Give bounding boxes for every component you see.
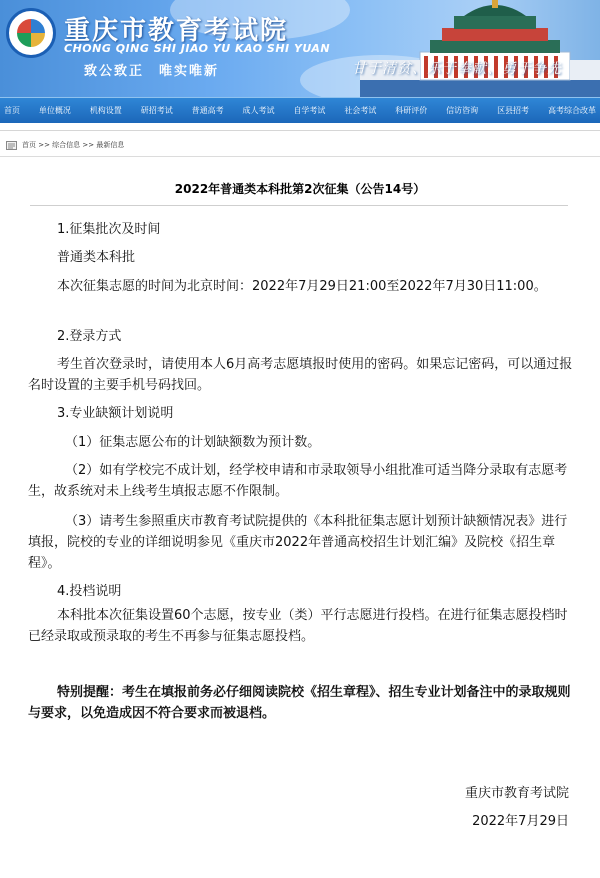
slogan-text: 甘于清贫、乐于奉献、勇于争先 [352,61,562,77]
title-divider [30,205,568,206]
nav-item-adult-exam[interactable]: 成人考试 [242,106,275,115]
special-notice: 特别提醒：考生在填报前务必仔细阅读院校《招生章程》、招生专业计划备注中的录取规则与要求，以免造成因不符合要求而被退档。 [28,685,571,721]
main-nav [0,97,600,123]
site-title[interactable]: 重庆市教育考试院 [64,16,289,46]
logo-emblem-icon [15,17,47,49]
breadcrumb-divider [0,156,600,157]
nav-item-graduate-exam[interactable]: 研招考试 [140,106,173,115]
publish-date: 2022年7月29日 [472,814,569,829]
page-list-icon [6,141,17,150]
breadcrumb [6,140,124,150]
section-3-item-3: （3）请考生参照重庆市教育考试院提供的《本科批征集志愿计划预计缺额情况表》进行填报，院校的专业的详细说明参见《重庆市2022年普通高校招生计划汇编》及院校《招生章程》。 [28,514,568,571]
nav-item-social-exam[interactable]: 社会考试 [344,106,377,115]
article-title: 2022年普通类本科批第2次征集（公告14号） [174,182,426,196]
nav-item-self-study-exam[interactable]: 自学考试 [293,106,326,115]
section-2-text: 考生首次登录时，请使用本人6月高考志愿填报时使用的密码。如果忘记密码，可以通过报名时设置的主要手机号码找回。 [28,357,573,393]
nav-item-about[interactable]: 单位概况 [38,106,71,115]
nav-item-district[interactable]: 区县招考 [497,106,530,115]
section-1-batch: 普通类本科批 [57,250,136,265]
breadcrumb-text[interactable]: 首页 >> 综合信息 >> 最新信息 [22,141,125,149]
section-3-heading: 3.专业缺额计划说明 [57,406,174,421]
nav-item-research[interactable]: 科研评价 [395,106,428,115]
nav-item-gaokao[interactable]: 普通高考 [191,106,224,115]
site-logo[interactable] [6,8,56,58]
content-panel [0,130,600,878]
section-3-item-2: （2）如有学校完不成计划，经学校申请和市录取领导小组批准可适当降分录取有志愿考生，故系统对未上线考生填报志愿不作限制。 [28,463,568,499]
section-3-item-1: （1）征集志愿公布的计划缺额数为预计数。 [65,435,321,450]
nav-item-organization[interactable]: 机构设置 [89,106,122,115]
section-2-heading: 2.登录方式 [57,329,122,344]
section-4-text: 本科批本次征集设置60个志愿，按专业（类）平行志愿进行投档。在进行征集志愿投档时已经录取或预录取的考生不再参与征集志愿投档。 [28,608,568,644]
site-motto: 致公致正 唯实唯新 [84,64,220,79]
section-1-time: 本次征集志愿的时间为北京时间：2022年7月29日21:00至2022年7月30日11:00。 [57,279,547,294]
great-hall-illustration [360,0,600,97]
section-4-heading: 4.投档说明 [57,584,122,599]
section-1-heading: 1.征集批次及时间 [57,222,161,237]
nav-item-home[interactable]: 首页 [4,106,20,115]
nav-item-reform[interactable]: 高考综合改革 [547,106,596,115]
site-banner [0,0,600,97]
site-subtitle: CHONG QING SHI JIAO YU KAO SHI YUAN [64,42,331,55]
nav-item-petition[interactable]: 信访咨询 [446,106,479,115]
signature: 重庆市教育考试院 [464,786,569,801]
